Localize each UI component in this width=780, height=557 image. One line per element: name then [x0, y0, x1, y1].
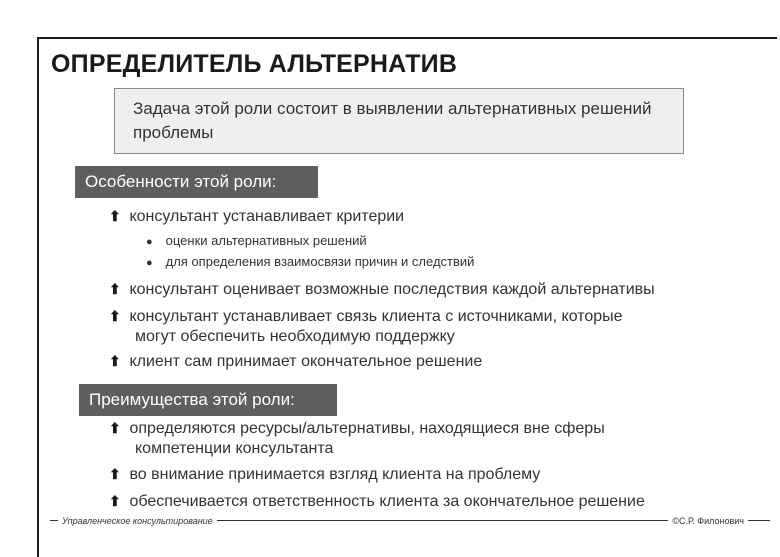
up-arrow-icon: ⬆	[109, 281, 121, 297]
up-arrow-icon: ⬆	[109, 208, 121, 224]
item-text: определяются ресурсы/альтернативы, находящиеся вне сферы	[129, 420, 605, 437]
bullet-dot-icon: ●	[146, 236, 153, 248]
advantages-item-responsibility	[109, 491, 645, 512]
task-box: Задача этой роли состоит в выявлении альтернативных решений проблемы	[114, 88, 684, 154]
bullet-dot-icon: ●	[146, 257, 153, 269]
slide-title: ОПРЕДЕЛИТЕЛЬ АЛЬТЕРНАТИВ	[51, 50, 458, 78]
item-text: консультант устанавливает связь клиента с источниками, которые	[129, 308, 623, 325]
features-header: Особенности этой роли:	[75, 166, 318, 198]
subitem-text: оценки альтернативных решений	[165, 233, 367, 248]
up-arrow-icon: ⬆	[109, 493, 121, 509]
item-text: обеспечивается ответственность клиента за окончательное решение	[129, 493, 645, 510]
subitem-text: для определения взаимосвязи причин и следствий	[165, 254, 475, 269]
features-subitem-causes	[146, 253, 474, 272]
features-item-criteria	[109, 206, 404, 227]
item-text: во внимание принимается взгляд клиента на проблему	[129, 466, 541, 483]
up-arrow-icon: ⬆	[109, 466, 121, 482]
item-text: консультант устанавливает критерии	[129, 208, 405, 225]
footer-author: ©С.Р. Филонович	[668, 516, 748, 526]
advantages-item-resources	[109, 418, 605, 459]
footer-course-name: Управленческое консультирование	[58, 516, 217, 526]
item-text: клиент сам принимает окончательное решение	[129, 353, 483, 370]
up-arrow-icon: ⬆	[109, 420, 121, 436]
features-item-sources	[109, 306, 623, 347]
advantages-header: Преимущества этой роли:	[79, 384, 337, 416]
item-text: консультант оценивает возможные последствия каждой альтернативы	[129, 281, 655, 298]
up-arrow-icon: ⬆	[109, 353, 121, 369]
up-arrow-icon: ⬆	[109, 308, 121, 324]
item-text-continuation: компетенции консультанта	[135, 440, 334, 457]
features-item-consequences	[109, 279, 655, 300]
features-subitem-evaluation	[146, 232, 367, 251]
features-item-decision	[109, 351, 482, 372]
advantages-item-client-view	[109, 464, 540, 485]
item-text-continuation: могут обеспечить необходимую поддержку	[135, 328, 455, 345]
